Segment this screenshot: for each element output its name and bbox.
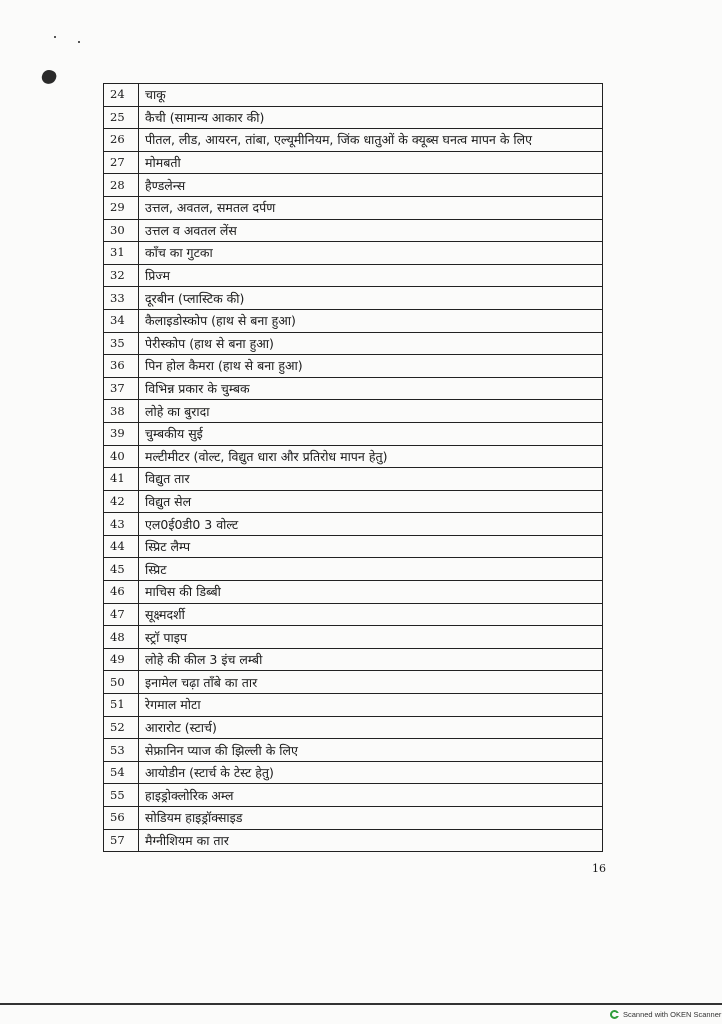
table-row [104, 535, 603, 558]
item-name: आरारोट (स्टार्च) [139, 716, 603, 739]
item-name: सूक्ष्मदर्शी [139, 603, 603, 626]
row-number: 25 [104, 106, 139, 129]
table-row [104, 106, 603, 129]
scanner-label: Scanned with OKEN Scanner [623, 1009, 722, 1019]
scanner-watermark [610, 1008, 721, 1020]
table-row [104, 84, 603, 107]
table-row [104, 400, 603, 423]
row-number: 54 [104, 761, 139, 784]
row-number: 37 [104, 377, 139, 400]
item-name: विद्युत तार [139, 468, 603, 491]
table-row [104, 151, 603, 174]
row-number: 56 [104, 807, 139, 830]
table-row [104, 445, 603, 468]
row-number: 30 [104, 219, 139, 242]
item-name: स्प्रिट [139, 558, 603, 581]
row-number: 28 [104, 174, 139, 197]
table-row [104, 196, 603, 219]
row-number: 46 [104, 581, 139, 604]
table-row [104, 581, 603, 604]
page-number: 16 [592, 862, 606, 875]
item-name: सेफ्रानिन प्याज की झिल्ली के लिए [139, 739, 603, 762]
table-row [104, 490, 603, 513]
item-name: मल्टीमीटर (वोल्ट, विद्युत धारा और प्रतिरोध मापन हेतु) [139, 445, 603, 468]
row-number: 49 [104, 648, 139, 671]
row-number: 32 [104, 264, 139, 287]
item-name: उत्तल व अवतल लेंस [139, 219, 603, 242]
table-row [104, 264, 603, 287]
row-number: 44 [104, 535, 139, 558]
table-row [104, 603, 603, 626]
row-number: 45 [104, 558, 139, 581]
table-row [104, 626, 603, 649]
row-number: 52 [104, 716, 139, 739]
item-name: हाइड्रोक्लोरिक अम्ल [139, 784, 603, 807]
items-table [103, 83, 603, 852]
table-row [104, 739, 603, 762]
table-row [104, 513, 603, 536]
table-row [104, 219, 603, 242]
row-number: 36 [104, 355, 139, 378]
item-name: विभिन्न प्रकार के चुम्बक [139, 377, 603, 400]
table-row [104, 377, 603, 400]
row-number: 55 [104, 784, 139, 807]
table-row [104, 332, 603, 355]
table-row [104, 468, 603, 491]
table-row [104, 716, 603, 739]
item-name: माचिस की डिब्बी [139, 581, 603, 604]
row-number: 31 [104, 242, 139, 265]
row-number: 47 [104, 603, 139, 626]
row-number: 57 [104, 829, 139, 852]
item-name: लोहे का बुरादा [139, 400, 603, 423]
table-row [104, 309, 603, 332]
row-number: 48 [104, 626, 139, 649]
row-number: 51 [104, 694, 139, 717]
item-name: उत्तल, अवतल, समतल दर्पण [139, 196, 603, 219]
row-number: 50 [104, 671, 139, 694]
oken-scanner-logo-icon [610, 1010, 619, 1019]
item-name: काँच का गुटका [139, 242, 603, 265]
row-number: 35 [104, 332, 139, 355]
item-name: विद्युत सेल [139, 490, 603, 513]
table-row [104, 648, 603, 671]
item-name: इनामेल चढ़ा ताँबे का तार [139, 671, 603, 694]
row-number: 43 [104, 513, 139, 536]
row-number: 40 [104, 445, 139, 468]
table-row [104, 422, 603, 445]
scan-speck [40, 68, 58, 86]
row-number: 24 [104, 84, 139, 107]
table-row [104, 671, 603, 694]
row-number: 39 [104, 422, 139, 445]
item-name: मोमबती [139, 151, 603, 174]
scan-dot [54, 36, 56, 38]
row-number: 34 [104, 309, 139, 332]
item-name: दूरबीन (प्लास्टिक की) [139, 287, 603, 310]
row-number: 53 [104, 739, 139, 762]
item-name: पिन होल कैमरा (हाथ से बना हुआ) [139, 355, 603, 378]
table-row [104, 287, 603, 310]
item-name: स्ट्रॉ पाइप [139, 626, 603, 649]
scan-dot [78, 41, 80, 43]
item-name: मैग्नीशियम का तार [139, 829, 603, 852]
item-name: कैलाइडोस्कोप (हाथ से बना हुआ) [139, 309, 603, 332]
table-row [104, 174, 603, 197]
item-name: हैण्डलेन्स [139, 174, 603, 197]
item-name: प्रिज्म [139, 264, 603, 287]
item-name: पेरीस्कोप (हाथ से बना हुआ) [139, 332, 603, 355]
item-name: चुम्बकीय सुई [139, 422, 603, 445]
row-number: 29 [104, 196, 139, 219]
row-number: 26 [104, 129, 139, 152]
item-name: सोडियम हाइड्रॉक्साइड [139, 807, 603, 830]
table-row [104, 784, 603, 807]
table-row [104, 558, 603, 581]
row-number: 27 [104, 151, 139, 174]
row-number: 41 [104, 468, 139, 491]
table-row [104, 807, 603, 830]
row-number: 38 [104, 400, 139, 423]
item-name: चाकू [139, 84, 603, 107]
row-number: 33 [104, 287, 139, 310]
table-row [104, 242, 603, 265]
item-name: लोहे की कील 3 इंच लम्बी [139, 648, 603, 671]
table-row [104, 694, 603, 717]
table-row [104, 829, 603, 852]
item-name: कैची (सामान्य आकार की) [139, 106, 603, 129]
item-name: पीतल, लीड, आयरन, तांबा, एल्यूमीनियम, जिंक धातुओं के क्यूब्स घनत्व मापन के लिए [139, 129, 603, 152]
item-name: आयोडीन (स्टार्च के टेस्ट हेतु) [139, 761, 603, 784]
row-number: 42 [104, 490, 139, 513]
item-name: स्प्रिट लैम्प [139, 535, 603, 558]
table-row [104, 761, 603, 784]
bottom-divider [0, 1003, 722, 1005]
table-row [104, 129, 603, 152]
table-row [104, 355, 603, 378]
item-name: एल0ई0डी0 3 वोल्ट [139, 513, 603, 536]
item-name: रेगमाल मोटा [139, 694, 603, 717]
items-table-body [104, 84, 603, 852]
